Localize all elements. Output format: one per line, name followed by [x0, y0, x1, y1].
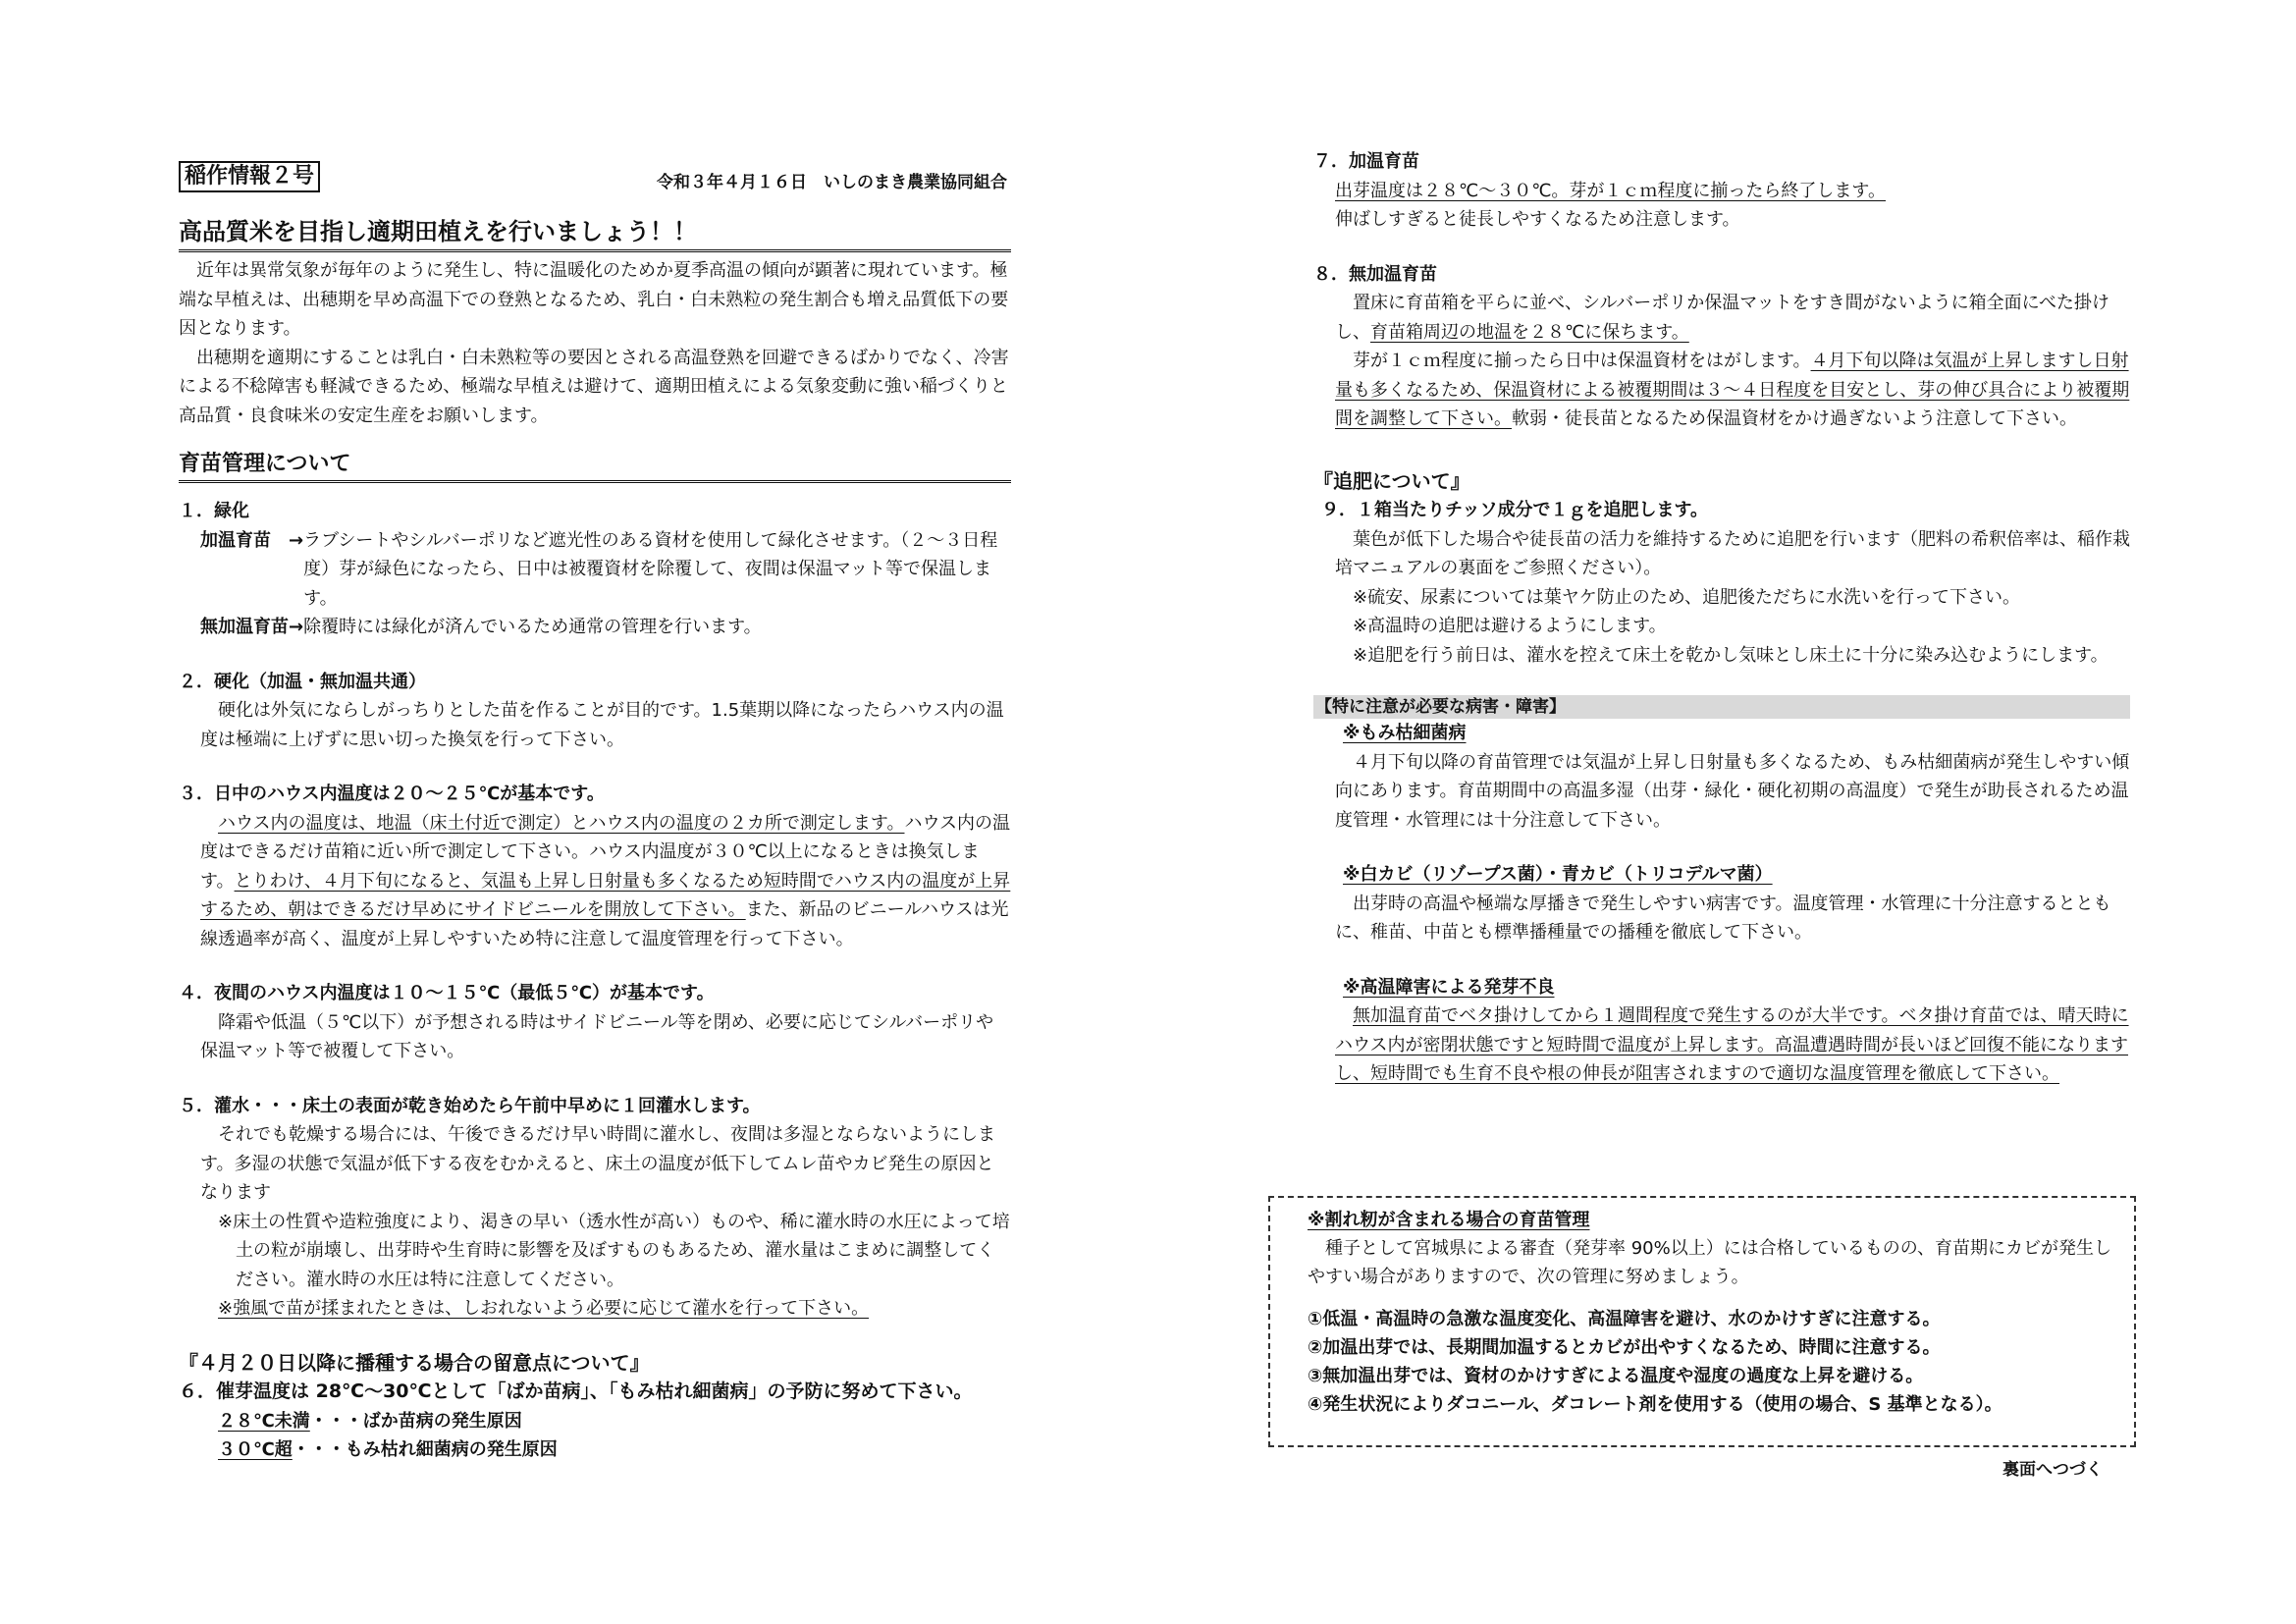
header-row [179, 155, 1011, 194]
watering-note-2-text: ※強風で苗が揉まれたときは、しおれないよう必要に応じて灌水を行って下さい。 [218, 1298, 870, 1319]
continued-on-back: 裏面へつづく [2002, 1460, 2103, 1480]
item-title-greening: １．緑化 [179, 501, 249, 521]
greening-unheated-label: 無加温育苗→ [200, 617, 304, 637]
watering-note-1: ※床土の性質や造粒強度により、渇きの早い（透水性が高い）ものや、稀に灌水時の水圧によって培土の粒が崩壊し、出芽時や生育時に影響を及ぼすものもあるため、灌水量はこまめに調整してください。灌水時の水圧は特に注意してください。 [218, 1211, 1010, 1290]
disease-title-mold-text: ※白カビ（リゾープス菌）・青カビ（トリコデルマ菌） [1343, 864, 1773, 885]
section-heading-nursery: 育苗管理について [179, 450, 1011, 483]
topdressing-note-3: ※追肥を行う前日は、灌水を控えて床土を乾かし気味とし床土に十分に染み込むようにします。 [1353, 644, 2109, 666]
item-title-unheated-nursery: ８．無加温育苗 [1313, 263, 1437, 285]
split-seed-title [1308, 1206, 2116, 1234]
issue-label: 稲作情報２号 [179, 161, 320, 192]
date-organization: 令和３年４月１６日 いしのまき農業協同組合 [657, 173, 1007, 192]
unheated-nursery-text-2a: 芽が１ｃｍ程度に揃ったら日中は保温資材をはがします。 [1353, 351, 1811, 371]
night-temp-text: 降霜や低温（５℃以下）が予想される時はサイドビニール等を閉め、必要に応じてシルバーポリや保温マット等で被覆して下さい。 [200, 1011, 994, 1061]
disease-title-heat-text: ※高温障害による発芽不良 [1343, 976, 1555, 998]
split-seed-box [1268, 1196, 2136, 1447]
day-temp-text-2: また、新品のビニールハウスは光線透過率が高く、温度が上昇しやすいため特に注意して温度管理を行って下さい。 [200, 899, 1009, 949]
germination-above-30-label: ３０℃超 [218, 1439, 293, 1460]
disease-text-heat [1313, 1001, 2130, 1089]
topdressing-text: 葉色が低下した場合や徒長苗の活力を維持するために追肥を行います（肥料の希釈倍率は、稲作栽培マニュアルの裏面をご参照ください）。 [1335, 528, 2130, 578]
day-temp-text [179, 809, 1011, 954]
split-seed-text: 種子として宮城県による審査（発芽率 90%以上）には合格しているものの、育苗期にカビが発生しやすい場合がありますので、次の管理に努めましょう。 [1308, 1238, 2112, 1287]
item-title-night-temp: ４．夜間のハウス内温度は１０～１５℃（最低５℃）が基本です。 [179, 983, 715, 1003]
disease-title-mold [1313, 860, 2130, 890]
unheated-nursery-text-1 [1313, 289, 2130, 347]
topdressing-note-2: ※高温時の追肥は避けるようにします。 [1353, 616, 1667, 636]
right-column [1313, 147, 2130, 1089]
unheated-nursery-text-2 [1313, 347, 2130, 434]
disease-title-bacterial-text: ※もみ枯細菌病 [1343, 723, 1467, 743]
day-temp-text-1: ハウス内の温度はできるだけ苗箱に近い所で測定して下さい。ハウス内温度が３０℃以上になるときは換気します。 [200, 812, 1010, 892]
watering-note-2 [196, 1294, 1011, 1324]
item-title-germination: ６．催芽温度は 28℃～30℃として「ばか苗病」、「もみ枯れ細菌病」の予防に努めて下さい。 [179, 1380, 973, 1402]
heated-nursery-text: 伸ばしすぎると徒長しやすくなるため注意します。 [1335, 209, 1740, 230]
item-title-topdressing: ９．１箱当たりチッソ成分で１ｇを追肥します。 [1321, 500, 1709, 520]
germination-below-28 [179, 1407, 1011, 1436]
split-seed-option-4: ④発生状況によりダコニール、ダコレート剤を使用する（使用の場合、S 基準となる）。 [1308, 1394, 2002, 1415]
germination-below-28-label: ２８℃未満 [218, 1410, 310, 1432]
greening-heated-label: 加温育苗 → [200, 529, 304, 551]
split-seed-title-text: ※割れ籾が含まれる場合の育苗管理 [1308, 1210, 1590, 1230]
disease-title-bacterial [1313, 719, 2130, 748]
split-seed-options [1308, 1305, 2116, 1419]
germination-below-28-cause: ・・・ばか苗病の発生原因 [309, 1410, 522, 1432]
left-column [179, 155, 1011, 1465]
caution-bar: 【特に注意が必要な病害・障害】 [1313, 695, 2130, 719]
unheated-nursery-text-2u: ４月下旬以降は気温が上昇しますし日射量も多くなるため、保温資材による被覆期間は３～４日程度を目安とし、芽の伸び具合により被覆期間を調整して下さい。 [1335, 351, 2130, 429]
day-temp-underlined-2: とりわけ、４月下旬になると、気温も上昇し日射量も多くなるため短時間でハウス内の温度が上昇するため、朝はできるだけ早めにサイドビニールを開放して下さい。 [200, 870, 1011, 920]
page-title: 高品質米を目指し適期田植えを行いましょう！！ [179, 216, 1011, 252]
disease-text-mold: 出芽時の高温や極端な厚播きで発生しやすい病害です。温度管理・水管理に十分注意するとともに、稚苗、中苗とも標準播種量での播種を徹底して下さい。 [1335, 893, 2111, 943]
day-temp-underlined-1: ハウス内の温度は、地温（床土付近で測定）とハウス内の温度の２カ所で測定します。 [218, 812, 905, 834]
split-seed-option-2: ②加温出芽では、長期間加温するとカビが出やすくなるため、時間に注意する。 [1308, 1337, 1941, 1358]
intro-paragraph-1: 近年は異常気象が毎年のように発生し、特に温暖化のためか夏季高温の傾向が顕著に現れています。極端な早植えは、出穂期を早め高温下での登熟となるため、乳白・白未熟粒の発生割合も増え品質低下の要因となります。 [179, 260, 1009, 339]
topdressing-heading: 『追肥について』 [1313, 468, 1470, 493]
topdressing-note-1: ※硫安、尿素については葉ヤケ防止のため、追肥後ただちに水洗いを行って下さい。 [1353, 586, 2020, 608]
unheated-nursery-text-1u: 育苗箱周辺の地温を２８℃に保ちます。 [1370, 321, 1689, 343]
after-april-heading: 『４月２０日以降に播種する場合の留意点について』 [179, 1350, 650, 1375]
item-title-watering: ５．灌水・・・床土の表面が乾き始めたら午前中早めに１回灌水します。 [179, 1095, 761, 1116]
heated-nursery-underlined-text: 出芽温度は２８℃～３０℃。芽が１ｃｍ程度に揃ったら終了します。 [1335, 180, 1886, 201]
split-seed-option-1: ①低温・高温時の急激な温度変化、高温障害を避け、水のかけすぎに注意する。 [1308, 1309, 1941, 1329]
germination-above-30 [179, 1435, 1011, 1465]
germination-above-30-cause: ・・・もみ枯れ細菌病の発生原因 [292, 1439, 558, 1460]
hardening-text: 硬化は外気にならしがっちりとした苗を作ることが目的です。1.5葉期以降になったらハウス内の温度は極端に上げずに思い切った換気を行って下さい。 [200, 700, 1004, 750]
greening-heated [179, 526, 1011, 614]
split-seed-option-3: ③無加温出芽では、資材のかけすぎによる温度や湿度の過度な上昇を避ける。 [1308, 1366, 1924, 1386]
watering-text: それでも乾燥する場合には、午後できるだけ早い時間に灌水し、夜間は多湿とならないようにします。多湿の状態で気温が低下する夜をむかえると、床土の温度が低下してムレ苗やカビ発生の原因となります [200, 1124, 995, 1203]
unheated-nursery-text-2b: 軟弱・徒長苗となるため保温資材をかけ過ぎないよう注意して下さい。 [1512, 408, 2077, 429]
item-title-hardening: ２．硬化（加温・無加温共通） [179, 671, 426, 692]
greening-unheated-text: 除覆時には緑化が済んでいるため通常の管理を行います。 [303, 617, 762, 637]
intro-paragraph-2: 出穂期を適期にすることは乳白・白未熟粒等の要因とされる高温登熟を回避できるばかりでなく、冷害による不稔障害も軽減できるため、極端な早植えは避けて、適期田植えによる気象変動に強い稲づくりと高品質・良食味米の安定生産をお願いします。 [179, 347, 1009, 426]
greening-unheated [179, 613, 1011, 642]
disease-title-heat [1313, 973, 2130, 1002]
heated-nursery-underlined [1313, 177, 2130, 206]
unheated-nursery-text-1a: 置床に育苗箱を平らに並べ、シルバーポリか保温マットをすき間がないように箱全面にべた掛けし、 [1335, 293, 2109, 343]
disease-text-bacterial: ４月下旬以降の育苗管理では気温が上昇し日射量も多くなるため、もみ枯細菌病が発生しやすい傾向にあります。育苗期間中の高温多湿（出芽・緑化・硬化初期の高温度）で発生が助長されるため温度管理・水管理には十分注意して下さい。 [1335, 751, 2130, 831]
greening-heated-text: ラブシートやシルバーポリなど遮光性のある資材を使用して緑化させます。（２～３日程度）芽が緑色になったら、日中は被覆資材を除覆して、夜間は保温マット等で保温します。 [303, 529, 998, 609]
item-title-heated-nursery: ７．加温育苗 [1313, 151, 1419, 172]
disease-text-heat-underlined: 無加温育苗でベタ掛けしてから１週間程度で発生するのが大半です。ベタ掛け育苗では、晴天時にハウス内が密閉状態ですと短時間で温度が上昇します。高温遭遇時間が長いほど回復不能になりますし、短時間でも生育不良や根の伸長が阻害されますので適切な温度管理を徹底して下さい。 [1335, 1005, 2129, 1084]
item-title-day-temp: ３．日中のハウス内温度は２０～２５℃が基本です。 [179, 784, 605, 804]
